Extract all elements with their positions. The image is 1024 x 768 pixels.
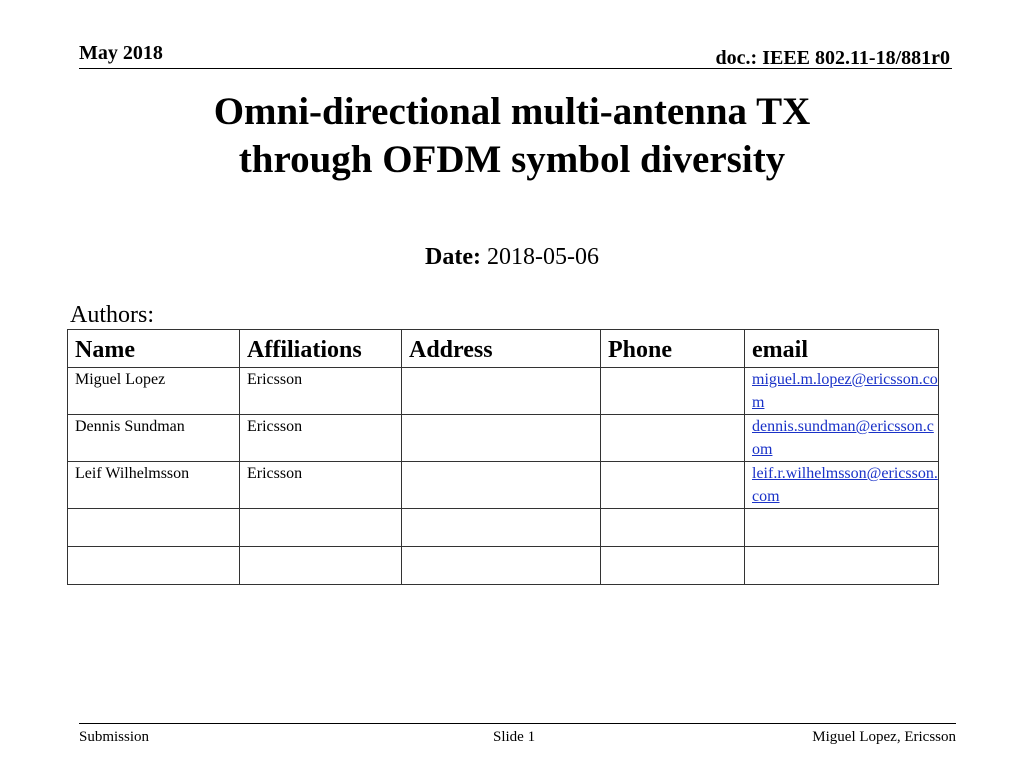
slide-title — [0, 88, 1024, 184]
author-address — [402, 462, 601, 509]
author-name: Dennis Sundman — [68, 415, 240, 462]
column-header-email: email — [745, 330, 939, 368]
table-row-empty — [68, 509, 939, 547]
author-email-cell — [745, 462, 939, 509]
author-name: Leif Wilhelmsson — [68, 462, 240, 509]
author-email-link[interactable]: miguel.m.lopez@ericsson.com — [752, 371, 938, 411]
author-email-cell — [745, 368, 939, 415]
column-header-name: Name — [68, 330, 240, 368]
authors-table — [67, 329, 939, 585]
date-value: 2018-05-06 — [486, 244, 599, 270]
column-header-address: Address — [402, 330, 601, 368]
author-phone — [601, 415, 745, 462]
footer-rule — [79, 723, 956, 724]
author-phone — [601, 368, 745, 415]
header-rule — [79, 68, 952, 69]
column-header-phone: Phone — [601, 330, 745, 368]
author-email-link[interactable]: dennis.sundman@ericsson.com — [752, 418, 934, 458]
empty-cell — [240, 547, 402, 585]
empty-cell — [402, 509, 601, 547]
author-address — [402, 368, 601, 415]
empty-cell — [745, 509, 939, 547]
footer-submission: Submission — [79, 729, 150, 745]
date-line — [0, 244, 1024, 271]
footer-author: Miguel Lopez, Ericsson — [812, 729, 956, 745]
header-date: May 2018 — [79, 42, 163, 64]
author-email-link[interactable]: leif.r.wilhelmsson@ericsson.com — [752, 465, 938, 505]
author-email-cell — [745, 415, 939, 462]
empty-cell — [240, 509, 402, 547]
author-affiliation: Ericsson — [240, 415, 402, 462]
slide-title-line-1: Omni-directional multi-antenna TX — [213, 90, 811, 133]
table-row — [68, 368, 939, 415]
author-phone — [601, 462, 745, 509]
authors-label: Authors: — [70, 302, 154, 328]
column-header-affiliations: Affiliations — [240, 330, 402, 368]
slide-title-line-2: through OFDM symbol diversity — [238, 138, 786, 181]
empty-cell — [402, 547, 601, 585]
author-affiliation: Ericsson — [240, 368, 402, 415]
empty-cell — [601, 547, 745, 585]
empty-cell — [68, 509, 240, 547]
empty-cell — [601, 509, 745, 547]
header-doc-id: doc.: IEEE 802.11-18/881r0 — [715, 47, 950, 69]
author-name: Miguel Lopez — [68, 368, 240, 415]
author-affiliation: Ericsson — [240, 462, 402, 509]
date-label: Date: — [425, 244, 481, 270]
table-header-row — [68, 330, 939, 368]
table-row — [68, 415, 939, 462]
table-row — [68, 462, 939, 509]
author-address — [402, 415, 601, 462]
table-row-empty — [68, 547, 939, 585]
empty-cell — [68, 547, 240, 585]
empty-cell — [745, 547, 939, 585]
footer-slide-number: Slide 1 — [493, 729, 536, 745]
